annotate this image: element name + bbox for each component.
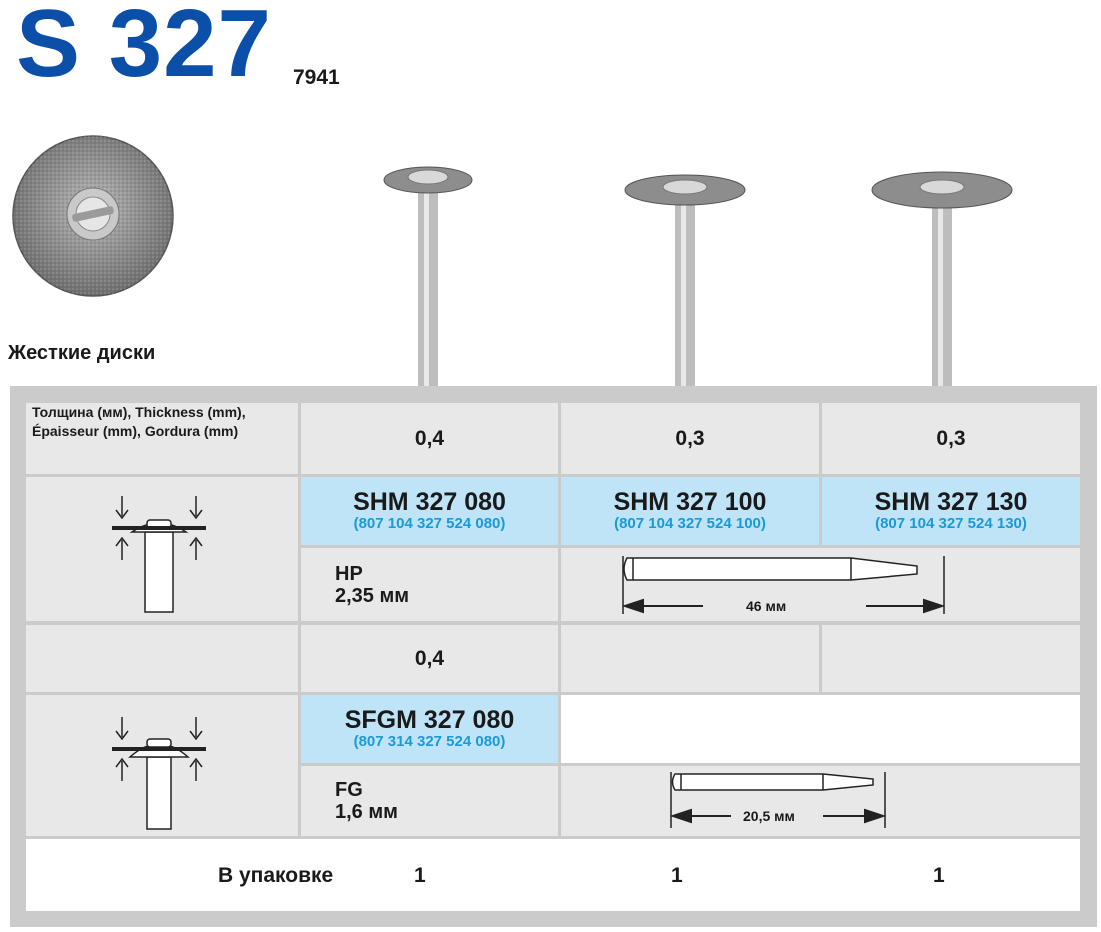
thickness-label: Толщина (мм), Thickness (mm), Épaisseur (mm), Gordura (mm) — [26, 403, 298, 474]
package-label: В упаковке — [218, 864, 334, 887]
hp-code-cell — [301, 477, 558, 545]
thickness-value: 0,3 — [822, 403, 1080, 474]
fg-mandrel-diagram — [102, 701, 222, 831]
hp-shank-length-diagram — [561, 548, 1080, 621]
package-quantity: 1 — [414, 864, 426, 887]
fg-code-cell — [301, 695, 558, 763]
thickness-value: 0,4 — [301, 403, 558, 474]
empty-cell — [822, 625, 1080, 692]
product-code: SFGM 327 080 — [344, 705, 515, 734]
disc-mandrel-image — [380, 160, 490, 390]
shank-type: FG — [335, 779, 363, 801]
package-quantity: 1 — [933, 864, 945, 887]
fg-thickness-label-cell — [26, 625, 298, 692]
fg-mandrel-diagram-cell — [26, 695, 298, 836]
hp-length-cell — [561, 548, 1080, 621]
package-row — [26, 839, 1080, 911]
hp-mandrel-diagram — [102, 484, 222, 614]
product-article-number: (807 104 327 524 130) — [875, 515, 1027, 533]
hp-mandrel-diagram-cell — [26, 477, 298, 621]
product-code: SHM 327 080 — [353, 487, 506, 516]
disc-front-image — [10, 134, 176, 298]
product-article-number: (807 314 327 524 080) — [353, 733, 506, 751]
disc-mandrel-image — [620, 168, 750, 390]
category-label: Жесткие диски — [8, 342, 156, 364]
product-article-number: (807 104 327 524 080) — [353, 515, 506, 533]
fg-length-cell — [561, 766, 1080, 836]
hp-code-cell — [561, 477, 819, 545]
fg-shank-cell — [301, 766, 558, 836]
hp-length-label: 46 мм — [746, 598, 787, 614]
shank-diameter: 2,35 мм — [335, 584, 410, 607]
shank-diameter: 1,6 мм — [335, 801, 398, 823]
shank-type: HP — [335, 562, 363, 585]
product-code: SHM 327 130 — [874, 487, 1028, 516]
package-quantity: 1 — [671, 864, 683, 887]
fg-length-label: 20,5 мм — [743, 808, 795, 824]
product-title: S 327 — [16, 0, 272, 97]
thickness-value: 0,3 — [561, 403, 819, 474]
hp-shank-cell — [301, 548, 558, 621]
empty-cell — [561, 695, 1080, 763]
empty-cell — [561, 625, 819, 692]
product-code: SHM 327 100 — [613, 487, 767, 516]
hp-code-cell — [822, 477, 1080, 545]
product-article-number: (807 104 327 524 100) — [614, 515, 766, 533]
thickness-value: 0,4 — [301, 625, 558, 692]
fg-shank-length-diagram — [561, 766, 1080, 836]
disc-mandrel-image — [868, 166, 1018, 390]
product-number: 7941 — [293, 66, 340, 89]
